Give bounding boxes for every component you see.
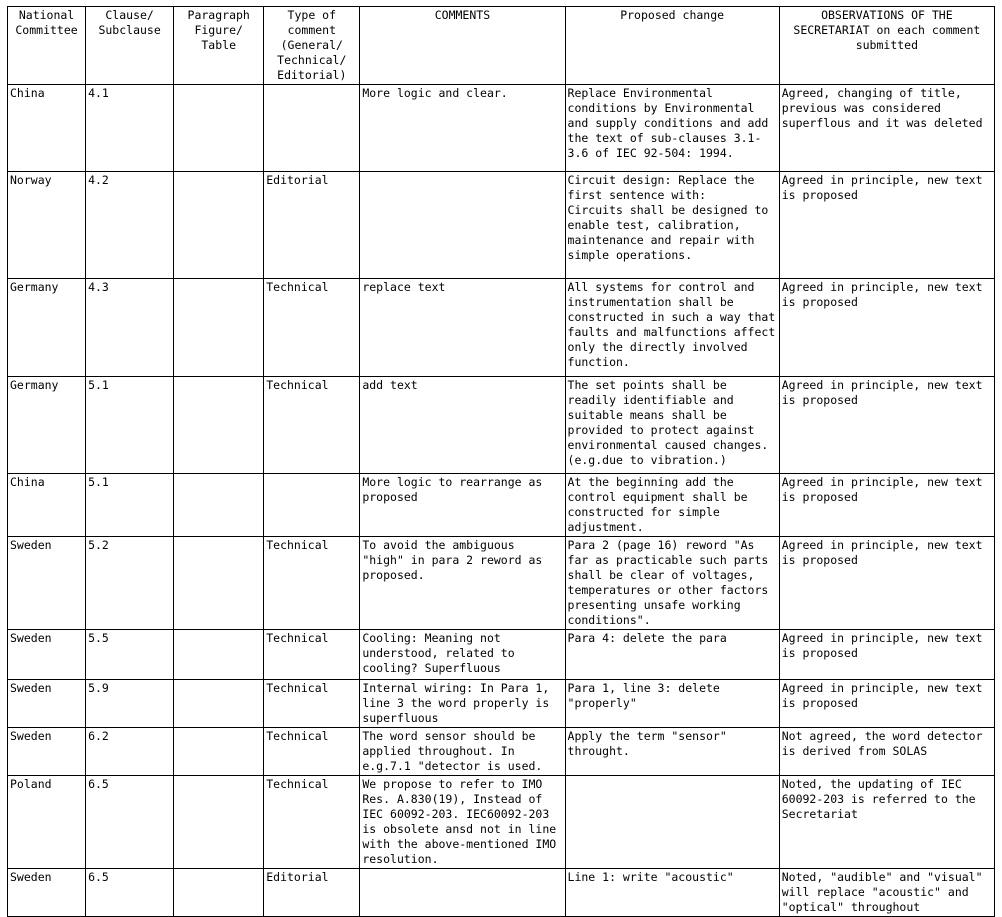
cell-comment: Cooling: Meaning not understood, related to cooling? Superfluous [360, 630, 565, 680]
cell-proposed-change [565, 776, 779, 869]
cell-committee: Sweden [8, 869, 86, 917]
cell-proposed-change: The set points shall be readily identifiable and suitable means shall be provided to protect against environmental caused changes. (e.g.due to vibration.) [565, 377, 779, 474]
cell-comment: To avoid the ambiguous "high" in para 2 reword as proposed. [360, 537, 565, 630]
header-proposed-change: Proposed change [565, 7, 779, 85]
table-row [8, 728, 995, 776]
cell-clause: 6.5 [86, 869, 174, 917]
cell-committee: Norway [8, 172, 86, 279]
cell-committee: Sweden [8, 630, 86, 680]
cell-paragraph [174, 279, 264, 377]
cell-proposed-change: Para 2 (page 16) reword "As far as practicable such parts shall be clear of voltages, temperatures or other factors presenting unsafe working conditions". [565, 537, 779, 630]
cell-paragraph [174, 85, 264, 172]
table-row [8, 474, 995, 537]
table-row [8, 869, 995, 917]
cell-paragraph [174, 474, 264, 537]
table-row [8, 377, 995, 474]
cell-type [264, 474, 360, 537]
cell-observation: Noted, the updating of IEC 60092-203 is referred to the Secretariat [779, 776, 994, 869]
cell-clause: 5.2 [86, 537, 174, 630]
cell-comment: More logic and clear. [360, 85, 565, 172]
cell-type: Technical [264, 537, 360, 630]
cell-paragraph [174, 630, 264, 680]
cell-observation: Agreed, changing of title, previous was considered superflous and it was deleted [779, 85, 994, 172]
cell-observation: Noted, "audible" and "visual" will replace "acoustic" and "optical" throughout [779, 869, 994, 917]
table-row [8, 630, 995, 680]
header-clause: Clause/ Subclause [86, 7, 174, 85]
cell-observation: Agreed in principle, new text is proposed [779, 377, 994, 474]
cell-clause: 5.1 [86, 377, 174, 474]
cell-comment [360, 172, 565, 279]
cell-committee: Sweden [8, 680, 86, 728]
cell-clause: 6.2 [86, 728, 174, 776]
cell-clause: 6.5 [86, 776, 174, 869]
cell-committee: China [8, 474, 86, 537]
cell-type [264, 85, 360, 172]
cell-comment [360, 869, 565, 917]
cell-type: Technical [264, 630, 360, 680]
cell-proposed-change: Apply the term "sensor" throught. [565, 728, 779, 776]
table-row [8, 172, 995, 279]
table-row [8, 680, 995, 728]
cell-clause: 5.9 [86, 680, 174, 728]
cell-clause: 4.3 [86, 279, 174, 377]
table-row [8, 776, 995, 869]
cell-paragraph [174, 377, 264, 474]
cell-clause: 4.1 [86, 85, 174, 172]
cell-observation: Agreed in principle, new text is proposed [779, 537, 994, 630]
cell-proposed-change: Para 4: delete the para [565, 630, 779, 680]
cell-type: Technical [264, 680, 360, 728]
table-row [8, 85, 995, 172]
cell-paragraph [174, 728, 264, 776]
cell-proposed-change: Para 1, line 3: delete "properly" [565, 680, 779, 728]
header-national-committee: National Committee [8, 7, 86, 85]
header-comments: COMMENTS [360, 7, 565, 85]
cell-clause: 5.5 [86, 630, 174, 680]
cell-committee: Sweden [8, 728, 86, 776]
table-row [8, 279, 995, 377]
cell-type: Technical [264, 377, 360, 474]
cell-committee: Germany [8, 377, 86, 474]
cell-proposed-change: All systems for control and instrumentation shall be constructed in such a way that faults and malfunctions affect only the directly involved function. [565, 279, 779, 377]
cell-proposed-change: Replace Environmental conditions by Environmental and supply conditions and add the text of sub-clauses 3.1-3.6 of IEC 92-504: 1994. [565, 85, 779, 172]
cell-proposed-change: Line 1: write "acoustic" [565, 869, 779, 917]
header-observations: OBSERVATIONS OF THE SECRETARIAT on each comment submitted [779, 7, 994, 85]
cell-paragraph [174, 537, 264, 630]
cell-comment: replace text [360, 279, 565, 377]
cell-type: Technical [264, 776, 360, 869]
cell-observation: Agreed in principle, new text is proposed [779, 172, 994, 279]
cell-committee: Poland [8, 776, 86, 869]
cell-type: Technical [264, 728, 360, 776]
cell-type: Editorial [264, 869, 360, 917]
cell-observation: Agreed in principle, new text is proposed [779, 474, 994, 537]
header-row [8, 7, 995, 85]
cell-paragraph [174, 172, 264, 279]
cell-committee: Sweden [8, 537, 86, 630]
cell-committee: China [8, 85, 86, 172]
cell-comment: Internal wiring: In Para 1, line 3 the word properly is superfluous [360, 680, 565, 728]
header-type: Type of comment (General/ Technical/ Editorial) [264, 7, 360, 85]
cell-type: Editorial [264, 172, 360, 279]
cell-observation: Not agreed, the word detector is derived from SOLAS [779, 728, 994, 776]
cell-comment: The word sensor should be applied throughout. In e.g.7.1 "detector is used. [360, 728, 565, 776]
comments-table [7, 6, 995, 917]
table-row [8, 537, 995, 630]
cell-observation: Agreed in principle, new text is proposed [779, 680, 994, 728]
cell-comment: We propose to refer to IMO Res. A.830(19), Instead of IEC 60092-203. IEC60092-203 is obsolete ansd not in line with the above-mentioned IMO resolution. [360, 776, 565, 869]
cell-paragraph [174, 680, 264, 728]
cell-clause: 4.2 [86, 172, 174, 279]
cell-observation: Agreed in principle, new text is proposed [779, 279, 994, 377]
cell-comment: More logic to rearrange as proposed [360, 474, 565, 537]
cell-paragraph [174, 776, 264, 869]
cell-type: Technical [264, 279, 360, 377]
cell-clause: 5.1 [86, 474, 174, 537]
cell-committee: Germany [8, 279, 86, 377]
cell-observation: Agreed in principle, new text is proposed [779, 630, 994, 680]
header-paragraph: Paragraph Figure/ Table [174, 7, 264, 85]
cell-proposed-change: Circuit design: Replace the first sentence with: Circuits shall be designed to enable test, calibration, maintenance and repair with simple operations. [565, 172, 779, 279]
cell-proposed-change: At the beginning add the control equipment shall be constructed for simple adjustment. [565, 474, 779, 537]
cell-comment: add text [360, 377, 565, 474]
cell-paragraph [174, 869, 264, 917]
